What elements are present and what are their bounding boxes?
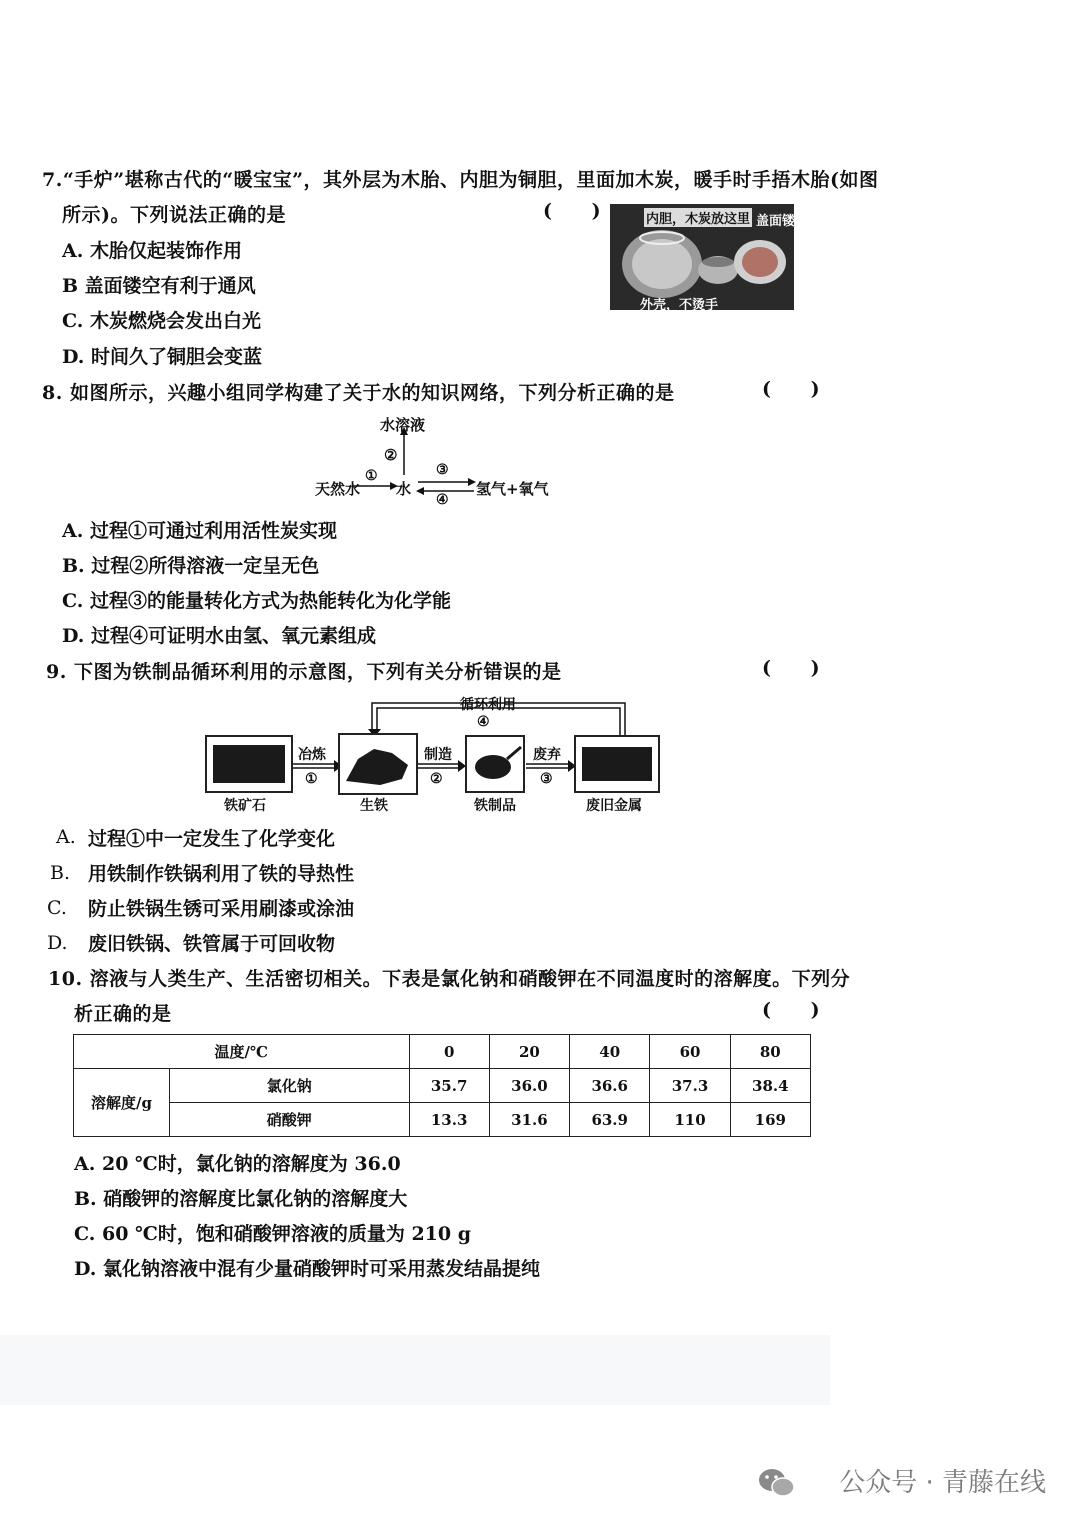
water-diagram-solution: 水溶液	[380, 416, 426, 434]
iron-ore-label: 铁矿石	[224, 798, 266, 814]
table-cell: 63.9	[570, 1103, 650, 1137]
q8-option-a: A. 过程①可通过利用活性炭实现	[62, 520, 337, 542]
water-diagram-num3: ③	[436, 462, 449, 478]
table-header-cell: 0	[409, 1035, 489, 1069]
q7-stem-line1: 7.“手炉”堪称古代的“暖宝宝”，其外层为木胎、内胆为铜胆，里面加木炭，暖手时手捂木胎(如图	[42, 169, 879, 191]
q10-answer-paren: ( )	[762, 999, 820, 1021]
q8-option-b: B. 过程②所得溶液一定呈无色	[62, 555, 320, 577]
q10-option-d: D. 氯化钠溶液中混有少量硝酸钾时可采用蒸发结晶提纯	[74, 1258, 541, 1280]
iron-product-label: 铁制品	[474, 798, 516, 814]
arrow-label-discard: 废弃	[533, 747, 561, 763]
table-cell: 13.3	[409, 1103, 489, 1137]
table-header-row	[74, 1035, 811, 1069]
water-diagram-natural: 天然水	[315, 480, 361, 498]
table-header-cell: 60	[650, 1035, 730, 1069]
table-header-cell: 80	[730, 1035, 810, 1069]
q8-answer-paren: ( )	[762, 378, 820, 400]
solubility-table	[73, 1034, 811, 1137]
water-diagram-products: 氢气+氧气	[476, 480, 549, 498]
table-row-label: 硝酸钾	[170, 1103, 410, 1137]
q10-stem-line1: 10. 溶液与人类生产、生活密切相关。下表是氯化钠和硝酸钾在不同温度时的溶解度。下列分	[48, 968, 851, 990]
q9-stem: 9. 下图为铁制品循环利用的示意图，下列有关分析错误的是	[46, 661, 562, 683]
watermark: 公众号 · 青藤在线	[839, 1468, 1046, 1498]
scrap-metal-box	[574, 735, 660, 793]
q9-option-c-letter: C.	[47, 897, 67, 919]
q10-option-c: C. 60 ℃时，饱和硝酸钾溶液的质量为 210 g	[74, 1223, 472, 1245]
water-diagram-num1: ①	[365, 468, 378, 484]
q9-option-d: 废旧铁锅、铁管属于可回收物	[88, 933, 336, 955]
pig-iron-box	[338, 733, 418, 795]
arrow-num3: ③	[540, 771, 553, 787]
table-row	[74, 1103, 811, 1137]
iron-diagram-recycle-label: 循环利用	[460, 697, 516, 713]
q7-answer-paren: ( )	[543, 200, 601, 222]
arrow-label-make: 制造	[424, 747, 452, 763]
scrap-metal-label: 废旧金属	[586, 798, 642, 814]
table-row-label: 氯化钠	[170, 1069, 410, 1103]
iron-ore-box	[205, 735, 293, 793]
wechat-icon	[757, 1466, 797, 1500]
table-cell: 31.6	[489, 1103, 569, 1137]
q9-answer-paren: ( )	[762, 657, 820, 679]
table-cell: 110	[650, 1103, 730, 1137]
table-cell: 36.6	[570, 1069, 650, 1103]
arrow-num1: ①	[305, 771, 318, 787]
iron-product-box	[465, 735, 525, 793]
table-cell: 37.3	[650, 1069, 730, 1103]
q9-option-a-letter: A.	[56, 826, 76, 848]
q10-option-a: A. 20 ℃时，氯化钠的溶解度为 36.0	[74, 1153, 401, 1175]
q9-option-d-letter: D.	[47, 932, 68, 954]
q8-option-d: D. 过程④可证明水由氢、氧元素组成	[62, 625, 377, 647]
arrow-num2: ②	[430, 771, 443, 787]
table-row	[74, 1069, 811, 1103]
q7-stem-line2: 所示)。下列说法正确的是	[62, 204, 286, 226]
q9-option-b-letter: B.	[50, 862, 71, 884]
table-group-label: 溶解度/g	[74, 1069, 170, 1137]
q9-option-a: 过程①中一定发生了化学变化	[88, 828, 336, 850]
table-header-cell: 20	[489, 1035, 569, 1069]
photo-label-shell: 外壳，不烫手	[640, 298, 719, 313]
q7-option-c: C. 木炭燃烧会发出白光	[62, 310, 262, 332]
photo-label-inner: 内胆，木炭放这里	[644, 208, 752, 227]
q8-option-c: C. 过程③的能量转化方式为热能转化为化学能	[62, 590, 452, 612]
pig-iron-label: 生铁	[360, 798, 388, 814]
hand-warmer-photo	[610, 204, 809, 313]
arrow-label-smelt: 冶炼	[298, 747, 326, 763]
q7-option-d: D. 时间久了铜胆会变蓝	[62, 346, 263, 368]
q7-option-b: B 盖面镂空有利于通风	[62, 275, 256, 297]
water-diagram-water: 水	[396, 480, 412, 498]
iron-diagram-num4: ④	[477, 714, 490, 730]
q10-stem-line2: 析正确的是	[74, 1003, 172, 1025]
table-cell: 35.7	[409, 1069, 489, 1103]
table-header-temp: 温度/℃	[74, 1035, 410, 1069]
q10-option-b: B. 硝酸钾的溶解度比氯化钠的溶解度大	[74, 1188, 408, 1210]
photo-label-lid: 盖面镂空	[756, 214, 809, 229]
table-header-cell: 40	[570, 1035, 650, 1069]
table-cell: 36.0	[489, 1069, 569, 1103]
q8-stem: 8. 如图所示，兴趣小组同学构建了关于水的知识网络，下列分析正确的是	[42, 382, 675, 404]
table-cell: 169	[730, 1103, 810, 1137]
table-cell: 38.4	[730, 1069, 810, 1103]
water-diagram-num4: ④	[436, 492, 449, 508]
q9-option-b: 用铁制作铁锅利用了铁的导热性	[88, 863, 355, 885]
page-bottom-band	[0, 1335, 830, 1405]
q9-option-c: 防止铁锅生锈可采用刷漆或涂油	[88, 898, 355, 920]
water-diagram-num2: ②	[384, 446, 398, 464]
q7-option-a: A. 木胎仅起装饰作用	[62, 240, 242, 262]
